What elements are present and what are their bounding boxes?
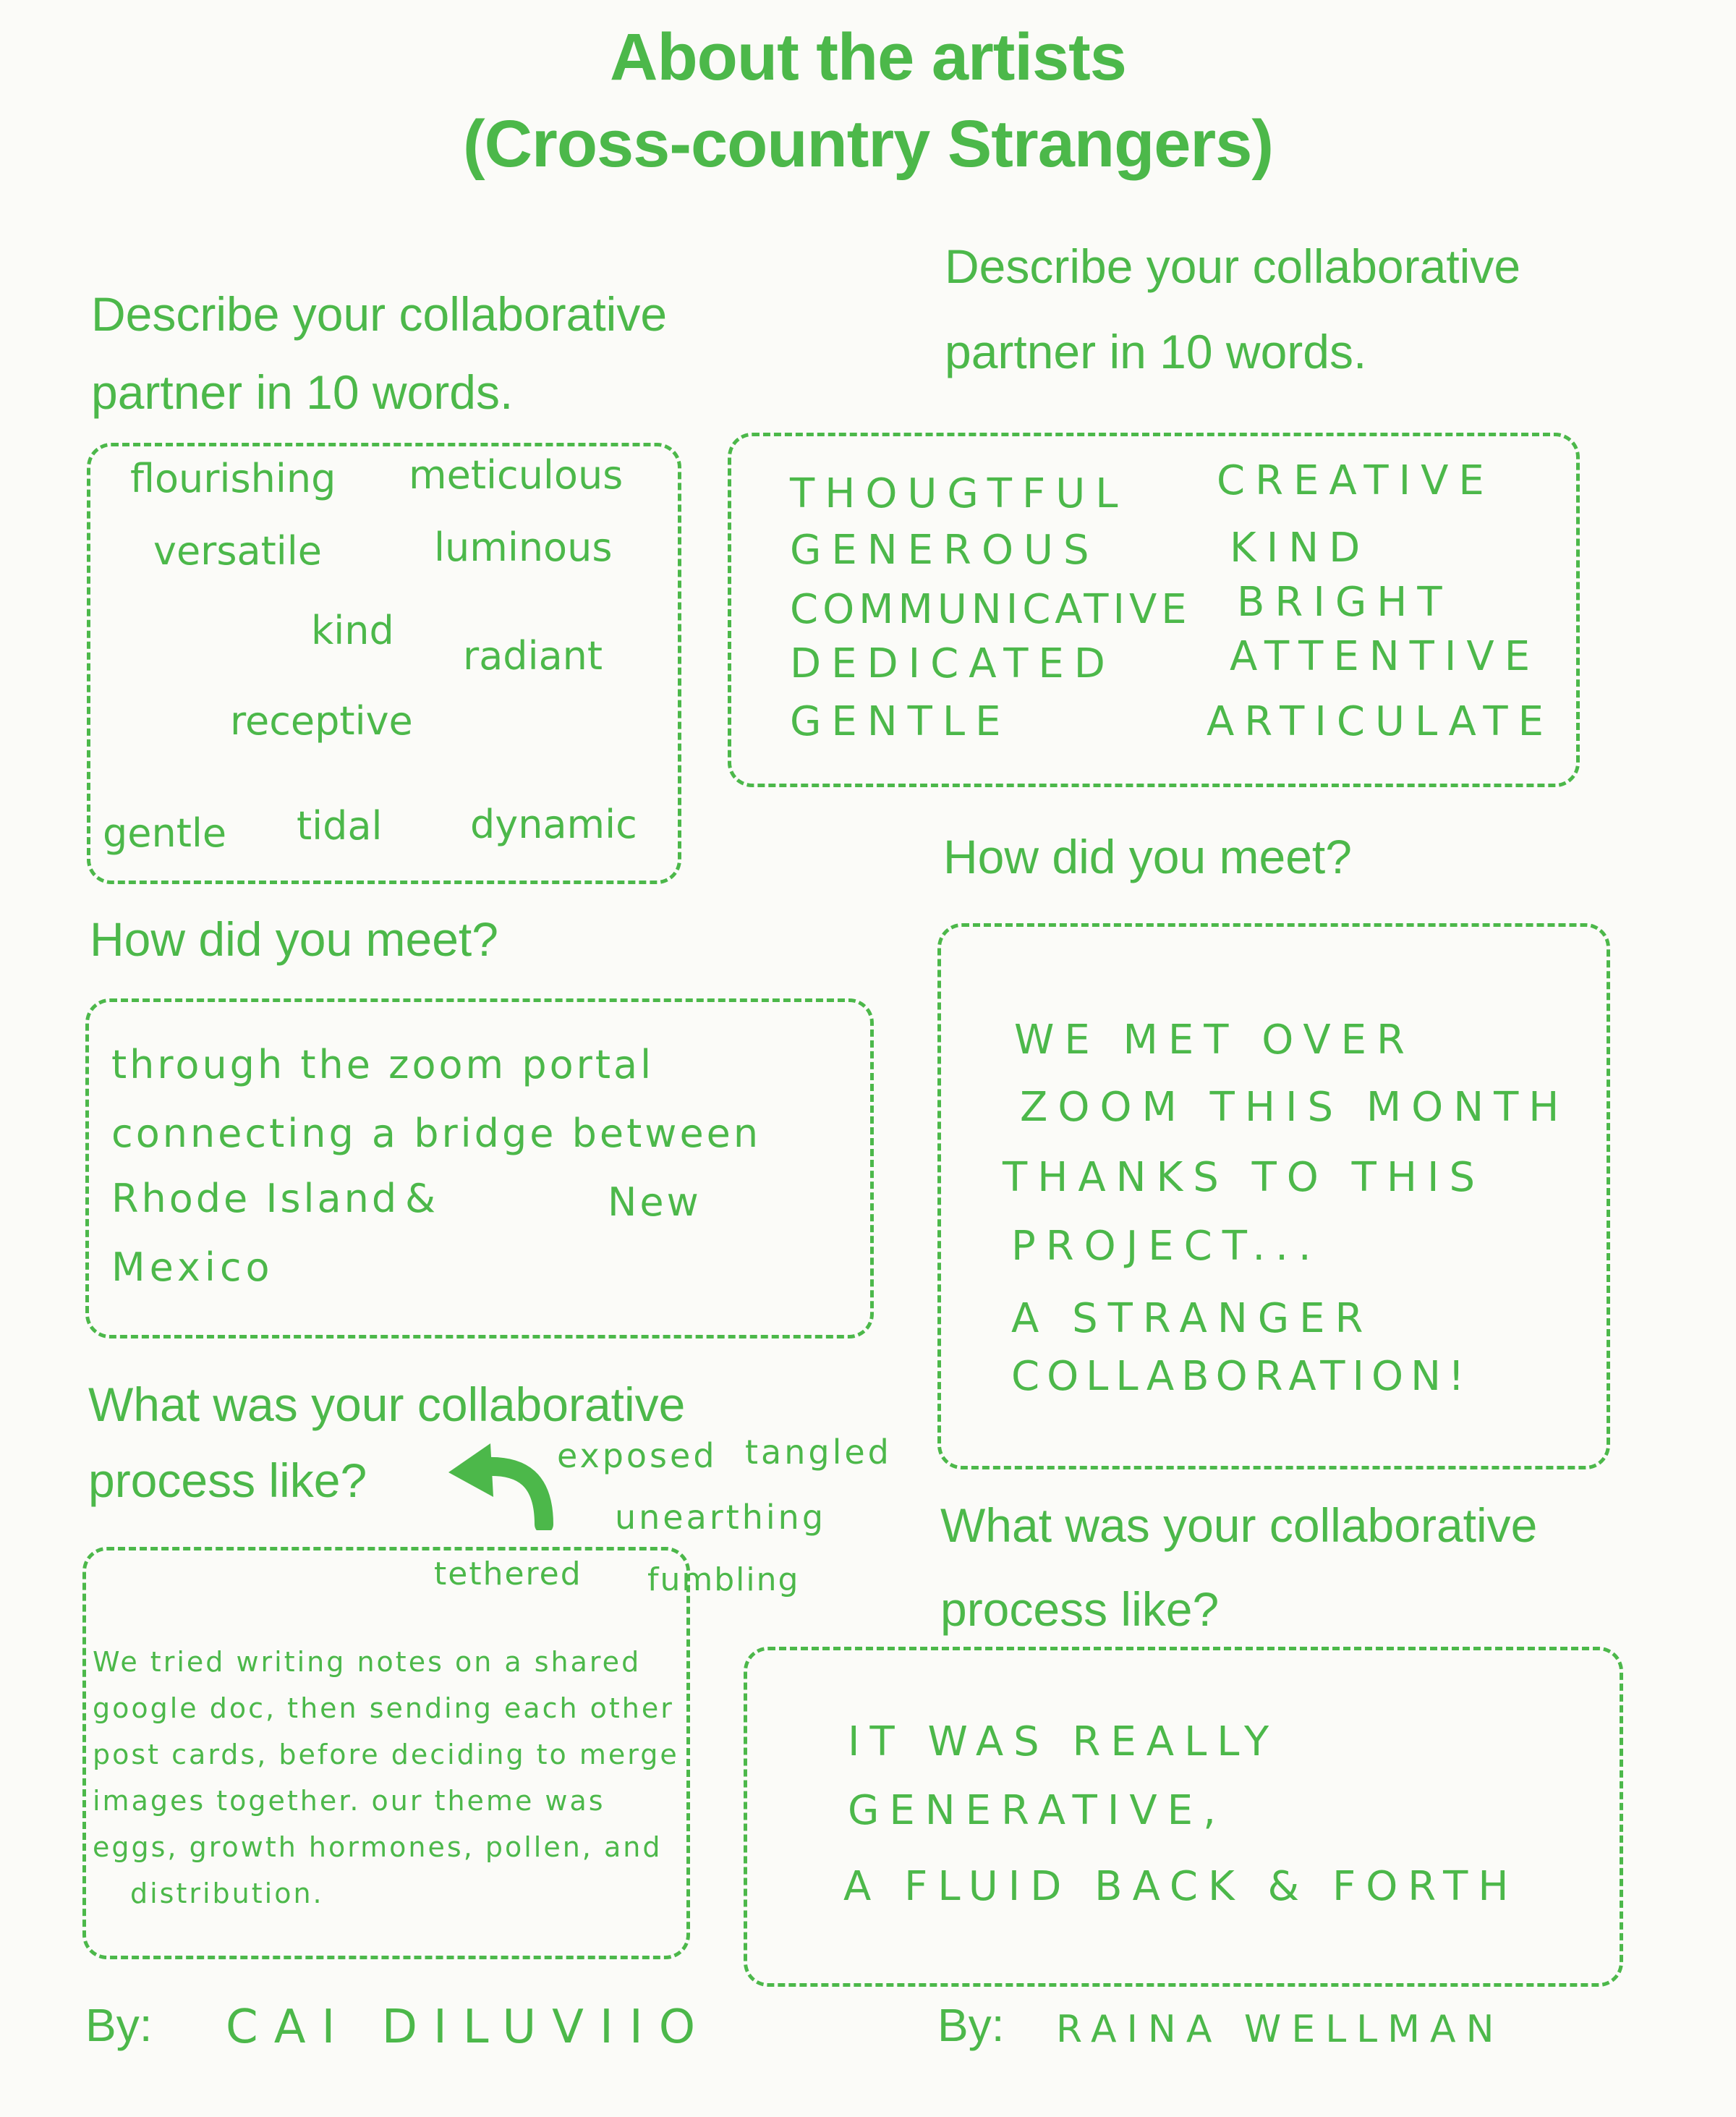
left-meet-line-3b: New [608, 1179, 702, 1225]
left-process-note-6: distribution. [130, 1878, 324, 1909]
process-word-tethered: tethered [434, 1556, 582, 1592]
right-word-4: KIND [1230, 525, 1371, 572]
left-word-9: tidal [297, 803, 383, 849]
left-meet-line-3a: Rhode Island [111, 1176, 400, 1221]
left-word-3: versatile [153, 528, 323, 574]
right-meet-line-6: COLLABORATION! [1011, 1353, 1472, 1400]
right-process-heading-1: What was your collaborative [940, 1498, 1538, 1552]
process-word-unearthing: unearthing [615, 1498, 827, 1537]
left-process-note-2: google doc, then sending each other [93, 1692, 674, 1724]
page-title-line-2: (Cross-country Strangers) [462, 107, 1274, 181]
right-process-line-3: A FLUID BACK & FORTH [843, 1863, 1519, 1910]
curved-arrow-icon [443, 1443, 558, 1530]
left-meet-line-4: Mexico [111, 1244, 274, 1290]
left-describe-heading-1: Describe your collaborative [91, 287, 668, 341]
page-title-line-1: About the artists [610, 20, 1126, 94]
right-meet-line-2: ZOOM THIS MONTH [1020, 1084, 1570, 1131]
right-describe-heading-1: Describe your collaborative [945, 239, 1521, 293]
left-word-5: kind [311, 608, 394, 653]
right-process-line-1: IT WAS REALLY [848, 1718, 1280, 1765]
left-word-1: flourishing [130, 456, 336, 501]
right-process-heading-2: process like? [940, 1582, 1220, 1636]
right-word-7: DEDICATED [790, 640, 1115, 687]
left-describe-heading-2: partner in 10 words. [91, 365, 514, 419]
process-word-exposed: exposed [557, 1436, 718, 1475]
right-word-8: ATTENTIVE [1230, 633, 1541, 680]
left-process-heading-1: What was your collaborative [88, 1378, 686, 1431]
left-word-4: luminous [434, 525, 613, 570]
left-word-7: receptive [230, 698, 413, 744]
left-process-note-5: eggs, growth hormones, pollen, and [93, 1831, 663, 1863]
process-word-tangled: tangled [745, 1433, 892, 1472]
right-word-5: COMMUNICATIVE [790, 586, 1191, 633]
right-word-3: GENEROUS [790, 527, 1099, 574]
left-by-label: By: [85, 1999, 153, 2051]
left-meet-ampersand: & [405, 1176, 436, 1221]
right-meet-line-1: WE MET OVER [1014, 1017, 1415, 1064]
right-word-6: BRIGHT [1237, 579, 1452, 626]
process-word-fumbling: fumbling [647, 1561, 800, 1598]
right-artist-signature: RAINA WELLMAN [1056, 2008, 1505, 2051]
right-meet-line-5: A STRANGER [1011, 1295, 1374, 1342]
left-meet-line-2: connecting a bridge between [111, 1111, 762, 1156]
right-by-label: By: [937, 1999, 1005, 2051]
left-process-note-1: We tried writing notes on a shared [93, 1646, 642, 1678]
right-describe-heading-2: partner in 10 words. [945, 325, 1367, 378]
left-artist-signature: CAI DILUVIIO [226, 2001, 712, 2054]
left-word-8: gentle [103, 810, 227, 856]
right-meet-line-3: THANKS TO THIS [1003, 1154, 1486, 1201]
right-meet-heading: How did you meet? [943, 830, 1352, 883]
right-word-1: THOUGTFUL [790, 470, 1128, 517]
right-process-line-2: GENERATIVE, [848, 1787, 1226, 1834]
left-word-6: radiant [463, 633, 603, 679]
left-meet-heading: How did you meet? [90, 912, 498, 966]
right-word-9: GENTLE [790, 698, 1011, 745]
left-process-heading-2: process like? [88, 1454, 367, 1507]
right-meet-line-4: PROJECT... [1011, 1223, 1322, 1270]
left-word-2: meticulous [409, 452, 624, 498]
right-word-10: ARTICULATE [1207, 698, 1554, 745]
left-word-10: dynamic [470, 802, 637, 847]
left-process-note-3: post cards, before deciding to merge [93, 1739, 679, 1770]
left-meet-line-1: through the zoom portal [111, 1042, 655, 1087]
right-word-2: CREATIVE [1217, 457, 1494, 504]
left-process-note-4: images together. our theme was [93, 1785, 605, 1817]
